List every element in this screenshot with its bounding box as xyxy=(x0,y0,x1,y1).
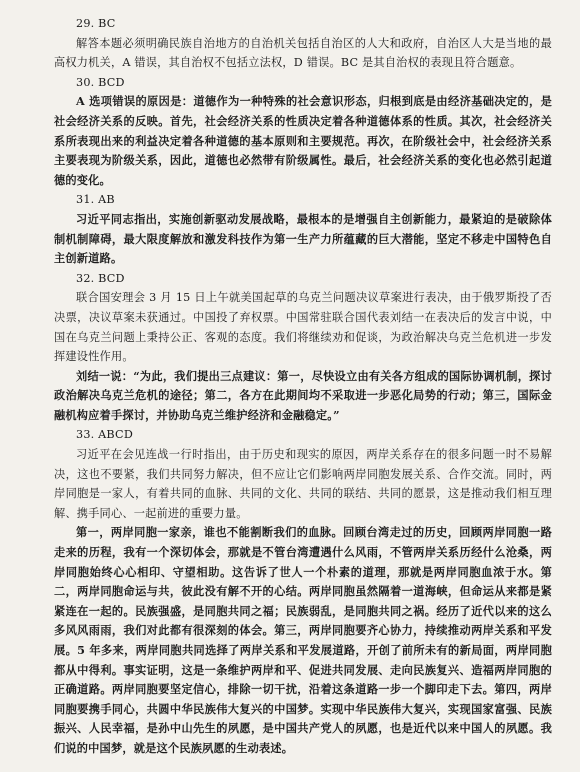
question-number: 29. BC xyxy=(76,17,116,30)
explanation-paragraph: 联合国安理会 3 月 15 日上午就美国起草的乌克兰问题决议草案进行表决，由于俄罗斯投了否决票，决议草案未获通过。中国投了弃权票。中国常驻联合国代表刘结一在表决后的发言中说，中国在乌克兰问题上秉持公正、客观的态度。我们将继续劝和促谈，为政治解决乌克兰危机进一步发挥建设性作用。 xyxy=(54,291,552,364)
question-number: 33. ABCD xyxy=(76,428,133,442)
question-33 xyxy=(54,425,552,758)
explanation-paragraph: 习近平在会见连战一行时指出，由于历史和现实的原因，两岸关系存在的很多问题一时不易解决，这也不要紧，我们共同努力解决，但不应让它们影响两岸同胞发展关系、合作交流。同时，两岸同胞是一家人，有着共同的血脉、共同的文化、共同的联结、共同的愿景，这是推动我们相互理解、携手同心、一起前进的重要力量。 xyxy=(54,448,552,520)
explanation-paragraph: 习近平同志指出，实施创新驱动发展战略，最根本的是增强自主创新能力，最紧迫的是破除体制机制障碍，最大限度解放和激发科技作为第一生产力所蕴藏的巨大潜能，坚定不移走中国特色自主创新道路。 xyxy=(54,211,552,266)
explanation-paragraph: 解答本题必须明确民族自治地方的自治机关包括自治区的人大和政府，自治区人大是当地的最高权力机关，A 错误，其自治权不包括立法权，D 错误。BC 是其自治权的表现且符合题意。 xyxy=(54,36,552,70)
question-30 xyxy=(54,73,552,191)
question-29 xyxy=(54,14,552,73)
explanation-paragraph: 刘结一说：“为此，我们提出三点建议：第一，尽快设立由有关各方组成的国际协调机制，探讨政治解决乌克兰危机的途径；第二，各方在此期间均不采取进一步恶化局势的行动；第三，国际金融机构应着手探讨，并协助乌克兰维护经济和金融稳定。” xyxy=(54,368,552,422)
question-number: 30. BCD xyxy=(76,75,125,89)
explanation-paragraph: A 选项错误的原因是：道德作为一种特殊的社会意识形态，归根到底是由经济基础决定的，是社会经济关系的反映。首先，社会经济关系的性质决定着各种道德体系的性质。其次，社会经济关系所表现出来的利益决定着各种道德的基本原则和主要规范。再次，在阶级社会中，社会经济关系主要表现为阶级关系，因此，道德也必然带有阶级属性。最后，社会经济关系的变化也必然引起道德的变化。 xyxy=(54,94,552,187)
question-32 xyxy=(54,269,552,426)
explanation-paragraph: 第一，两岸同胞一家亲，谁也不能割断我们的血脉。回顾台湾走过的历史，回顾两岸同胞一路走来的历程，我有一个深切体会，那就是不管台湾遭遇什么风雨，不管两岸关系历经什么沧桑，两岸同胞始终心心相印、守望相助。这告诉了世人一个朴素的道理，那就是两岸同胞血浓于水。第二，两岸同胞命运与共，彼此没有解不开的心结。两岸同胞虽然隔着一道海峡，但命运从来都是紧紧连在一起的。民族强盛，是同胞共同之福；民族弱乱，是同胞共同之祸。经历了近代以来的这么多风风雨雨，我们对此都有很深刻的体会。第三，两岸同胞要齐心协力，持续推动两岸关系和平发展。5 年多来，两岸同胞共同选择了两岸关系和平发展道路，开创了前所未有的新局面，两岸同胞都从中得利。事实证明，这是一条维护两岸和平、促进共同发展、走向民族复兴、造福两岸同胞的正确道路。两岸同胞要坚定信心，排除一切干扰，沿着这条道路一步一个脚印走下去。第四，两岸同胞要携手同心，共圆中华民族伟大复兴的中国梦。实现中华民族伟大复兴，实现国家富强、民族振兴、人民幸福，是孙中山先生的夙愿，是中国共产党人的夙愿，也是近代以来中国人的夙愿。我们说的中国梦，就是这个民族夙愿的生动表述。 xyxy=(54,525,552,755)
question-31 xyxy=(54,190,552,268)
question-number: 31. AB xyxy=(76,193,115,207)
question-number: 32. BCD xyxy=(76,271,125,285)
